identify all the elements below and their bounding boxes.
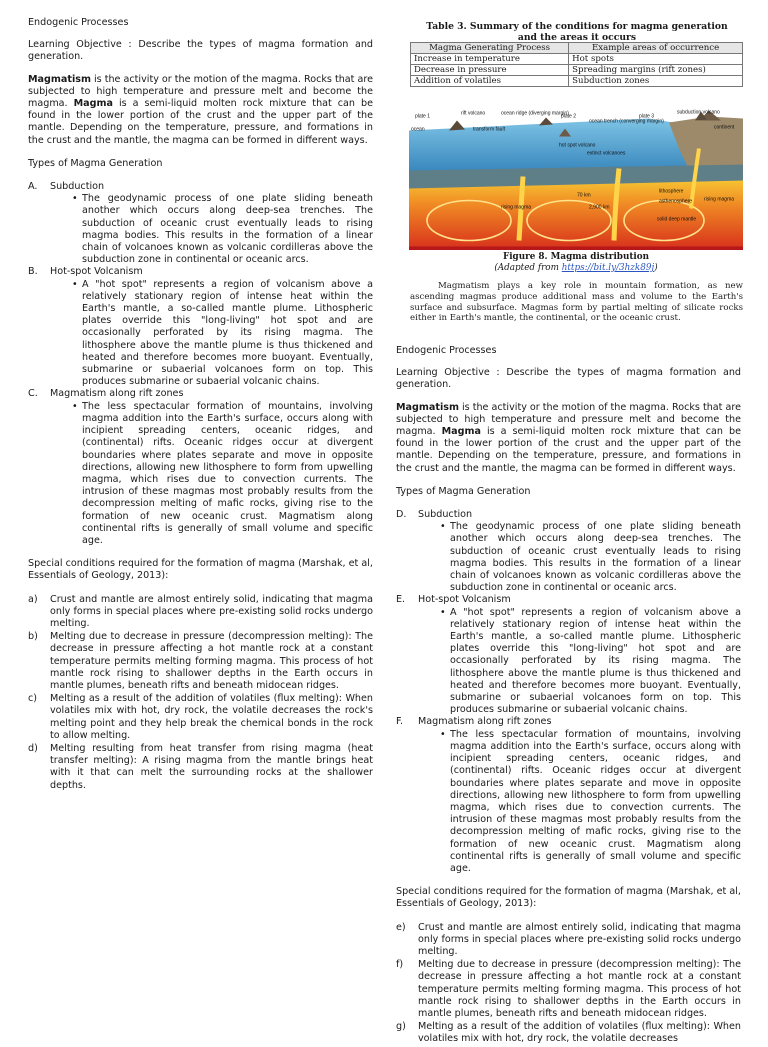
types-list (396, 509, 741, 875)
condition-item: a) Crust and mantle are almost entirely solid, indicating that magma only forms in special places where pre-existing solid rocks undergo melting. (28, 593, 373, 629)
type-name: Subduction (50, 181, 105, 193)
figure-label: 70 km (577, 192, 591, 199)
special-conditions-heading: Special conditions required for the formation of magma (Marshak, et al, Essentials of Geology, 2013): (396, 886, 741, 910)
table-cell: Decrease in pressure (411, 65, 569, 76)
term-magma: Magma (441, 426, 481, 438)
type-name: Magmatism along rift zones (418, 716, 552, 728)
figure-label: extinct volcanoes (587, 150, 626, 157)
table-header: Example areas of occurrence (569, 43, 743, 54)
table-cell: Subduction zones (569, 76, 743, 87)
condition-item: g) Melting as a result of the addition of volatiles (flux melting): When volatiles mix with hot, dry rock, the volatile decreases (396, 1021, 741, 1045)
term-magma: Magma (73, 98, 113, 110)
table-row (411, 65, 743, 76)
intro-paragraph: Magmatism is the activity or the motion of the magma. Rocks that are subjected to high temperature and pressure melt and become the magma. Magma is a semi-liquid molten rock mixture that can be found in the lower portion of the crust and the upper part of the mantle. Depending on the temperature, pressure, and formations in the crust and the mantle, the magma can be formed in different ways. (396, 401, 741, 474)
table-cell: Increase in temperature (411, 54, 569, 65)
term-magmatism: Magmatism (28, 73, 91, 85)
table-cell: Hot spots (569, 54, 743, 65)
table-header: Magma Generating Process (411, 43, 569, 54)
table-row (411, 54, 743, 65)
term-magmatism: Magmatism (396, 401, 459, 413)
conditions-list (396, 922, 741, 1046)
type-item: F. Magmatism along rift zones • The less spectacular formation of mountains, involving magma addition into the Earth's surface, occurs along with incipient spreading centers, oceanic ridges, and (continental) rifts. Oceanic ridges occur at divergent boundaries where plates separate and move in opposite directions, allowing new lithosphere to form from upwelling magma, which rises due to convection currents. The intrusion of these magmas most probably results from the decompression melting of mafic rocks, giving rise to the formation of new oceanic crust. Magmatism along continental rifts is generally of small volume and specific age. (396, 716, 741, 875)
figure-label: rift volcano (461, 110, 486, 117)
source-link[interactable]: https://bit.ly/3hzk89j (561, 263, 655, 273)
summary-table (410, 42, 743, 87)
figure-label: hot spot volcano (559, 142, 596, 149)
learning-objective: Learning Objective : Describe the types of magma formation and generation. (396, 367, 741, 391)
figure-label: subduction volcano (677, 109, 720, 116)
table-caption: Table 3. Summary of the conditions for magma generation and the areas it occurs (426, 21, 728, 43)
figure-label: lithosphere (659, 188, 684, 195)
condition-item: e) Crust and mantle are almost entirely solid, indicating that magma only forms in special places where pre-existing solid rocks undergo melting. (396, 921, 741, 957)
left-column (28, 17, 373, 793)
learning-objective: Learning Objective : Describe the types of magma formation and generation. (28, 39, 373, 63)
type-description: • A "hot spot" represents a region of volcanism above a relatively stationary region of intense heat within the Earth's mantle, a so-called mantle plume. Lithospheric plates override this "long-living" hot spot and are occasionally perforated by its rising magma. The lithosphere above the mantle plume is thus thickened and heated and therefore becomes more buoyant. Eventually, submarine or subaerial volcanoes form on top. This produces submarine or subaerial volcanic chains. (72, 279, 373, 389)
magma-distribution-figure (409, 95, 743, 250)
special-conditions-heading: Special conditions required for the formation of magma (Marshak, et al, Essentials of Geology, 2013): (28, 558, 373, 582)
figure-label: ocean trench (converging margin) (589, 118, 664, 125)
figure-source: (Adapted from https://bit.ly/3hzk89j) (494, 263, 658, 273)
type-description: • The less spectacular formation of mountains, involving magma addition into the Earth's surface, occurs along with incipient spreading centers, oceanic ridges, and (continental) rifts. Oceanic ridges occur at divergent boundaries where plates separate and move in opposite directions, allowing new lithosphere to form from upwelling magma, which rises due to convection currents. The intrusion of these magmas most probably results from the decompression melting of mafic rocks, giving rise to the formation of new oceanic crust. Magmatism along continental rifts is generally of small volume and specific age. (440, 729, 741, 875)
condition-item: f) Melting due to decrease in pressure (decompression melting): The decrease in pressure affecting a hot mantle rock at a constant temperature permits melting forming magma. This process of hot mantle rock rising to shallower depths in the Earth occurs in mantle plumes, beneath rifts and beneath midocean ridges. (396, 959, 741, 1019)
types-heading: Types of Magma Generation (28, 157, 163, 169)
molten-core (409, 247, 743, 251)
figure-paragraph: Magmatism plays a key role in mountain formation, as new ascending magmas produce additional mass and volume to the Earth's surface and subsurface. Magmas form by partial melting of silicate rocks either in Earth's mantle, the continental, or the oceanic crust. (410, 281, 743, 324)
type-description: • The less spectacular formation of mountains, involving magma addition into the Earth's surface, occurs along with incipient spreading centers, oceanic ridges, and (continental) rifts. Oceanic ridges occur at divergent boundaries where plates separate and move in opposite directions, allowing new lithosphere to form from upwelling magma, which rises due to convection currents. The intrusion of these magmas most probably results from the decompression melting of mafic rocks, giving rise to the formation of new oceanic crust. Magmatism along continental rifts is generally of small volume and specific age. (72, 401, 373, 547)
figure-label: rising magma (704, 196, 735, 203)
intro-paragraph: Magmatism is the activity or the motion of the magma. Rocks that are subjected to high temperature and pressure melt and become the magma. Magma is a semi-liquid molten rock mixture that can be found in the lower portion of the crust and the upper part of the mantle. Depending on the temperature, pressure, and formations in the crust and the mantle, the magma can be formed in different ways. (28, 73, 373, 146)
figure-label: asthenosphere (659, 198, 693, 205)
figure-label: ocean (411, 126, 425, 133)
condition-item: b) Melting due to decrease in pressure (decompression melting): The decrease in pressure affecting a hot mantle rock at a constant temperature permits melting forming magma. This process of hot mantle rock rising to shallower depths in the Earth occurs in mantle plumes, beneath rifts and beneath midocean ridges. (28, 631, 373, 691)
figure-caption (409, 252, 743, 274)
figure-label: plate 1 (415, 113, 431, 120)
type-name: Magmatism along rift zones (50, 388, 184, 400)
types-heading: Types of Magma Generation (396, 485, 531, 497)
figure-title: Figure 8. Magma distribution (502, 252, 650, 262)
type-name: Hot-spot Volcanism (50, 266, 143, 278)
type-item: B. Hot-spot Volcanism • A "hot spot" represents a region of volcanism above a relatively stationary region of intense heat within the Earth's mantle, a so-called mantle plume. Lithospheric plates override this "long-living" hot spot and are occasionally perforated by its rising magma. The lithosphere above the mantle plume is thus thickened and heated and therefore becomes more buoyant. Eventually, submarine or subaerial volcanoes form on top. This produces submarine or subaerial volcanic chains. (28, 266, 373, 388)
figure-label: continent (714, 124, 735, 131)
figure-label: plate 2 (561, 113, 577, 120)
type-name: Hot-spot Volcanism (418, 594, 511, 606)
figure-label: rising magma (501, 204, 532, 211)
figure-label: transform fault (473, 126, 505, 133)
figure-label: solid deep mantle (657, 216, 697, 223)
table-header-row (411, 43, 743, 54)
type-item: A. Subduction • The geodynamic process of one plate sliding beneath another which occurs along deep-sea trenches. The subduction of oceanic crust eventually leads to rising magma bodies. This results in the formation of a linear chain of volcanoes known as volcanic cordilleras above the subduction zone in continental or oceanic arcs. (28, 181, 373, 266)
table-cell: Spreading margins (rift zones) (569, 65, 743, 76)
figure-label: 2,900 km (589, 204, 610, 211)
page-title: Endogenic Processes (28, 17, 129, 28)
type-item: D. Subduction • The geodynamic process of one plate sliding beneath another which occurs along deep-sea trenches. The subduction of oceanic crust eventually leads to rising magma bodies. This results in the formation of a linear chain of volcanoes known as volcanic cordilleras above the subduction zone in continental or oceanic arcs. (396, 509, 741, 594)
conditions-list (28, 594, 373, 792)
type-description: • The geodynamic process of one plate sliding beneath another which occurs along deep-sea trenches. The subduction of oceanic crust eventually leads to rising magma bodies. This results in the formation of a linear chain of volcanoes known as volcanic cordilleras above the subduction zone in continental or oceanic arcs. (440, 521, 741, 594)
type-description: • The geodynamic process of one plate sliding beneath another which occurs along deep-sea trenches. The subduction of oceanic crust eventually leads to rising magma bodies. This results in the formation of a linear chain of volcanoes known as volcanic cordilleras above the subduction zone in continental or oceanic arcs. (72, 193, 373, 266)
type-item: E. Hot-spot Volcanism • A "hot spot" represents a region of volcanism above a relatively stationary region of intense heat within the Earth's mantle, a so-called mantle plume. Lithospheric plates override this "long-living" hot spot and are occasionally perforated by its rising magma. The lithosphere above the mantle plume is thus thickened and heated and therefore becomes more buoyant. Eventually, submarine or subaerial volcanoes form on top. This produces submarine or subaerial volcanic chains. (396, 594, 741, 716)
table-cell: Addition of volatiles (411, 76, 569, 87)
figure-label: ocean ridge (diverging margin) (501, 110, 569, 117)
right-column (396, 345, 741, 1047)
condition-item: d) Melting resulting from heat transfer from rising magma (heat transfer melting): A rising magma from the mantle brings heat with it that can melt the surrounding rocks at the shallower depths. (28, 742, 373, 791)
page-title: Endogenic Processes (396, 345, 497, 356)
condition-item: c) Melting as a result of the addition of volatiles (flux melting): When volatiles mix with hot, dry rock, the volatile decreases the rock's melting point and they help break the chemical bonds in the rock to allow melting. (28, 693, 373, 741)
table-row (411, 76, 743, 87)
types-list (28, 181, 373, 547)
figure-label: plate 3 (639, 113, 655, 120)
type-item: C. Magmatism along rift zones • The less spectacular formation of mountains, involving magma addition into the Earth's surface, occurs along with incipient spreading centers, oceanic ridges, and (continental) rifts. Oceanic ridges occur at divergent boundaries where plates separate and move in opposite directions, allowing new lithosphere to form from upwelling magma, which rises due to convection currents. The intrusion of these magmas most probably results from the decompression melting of mafic rocks, giving rise to the formation of new oceanic crust. Magmatism along continental rifts is generally of small volume and specific age. (28, 388, 373, 547)
type-name: Subduction (418, 509, 473, 521)
type-description: • A "hot spot" represents a region of volcanism above a relatively stationary region of intense heat within the Earth's mantle, a so-called mantle plume. Lithospheric plates override this "long-living" hot spot and are occasionally perforated by its rising magma. The lithosphere above the mantle plume is thus thickened and heated and therefore becomes more buoyant. Eventually, submarine or subaerial volcanoes form on top. This produces submarine or subaerial volcanic chains. (440, 607, 741, 717)
